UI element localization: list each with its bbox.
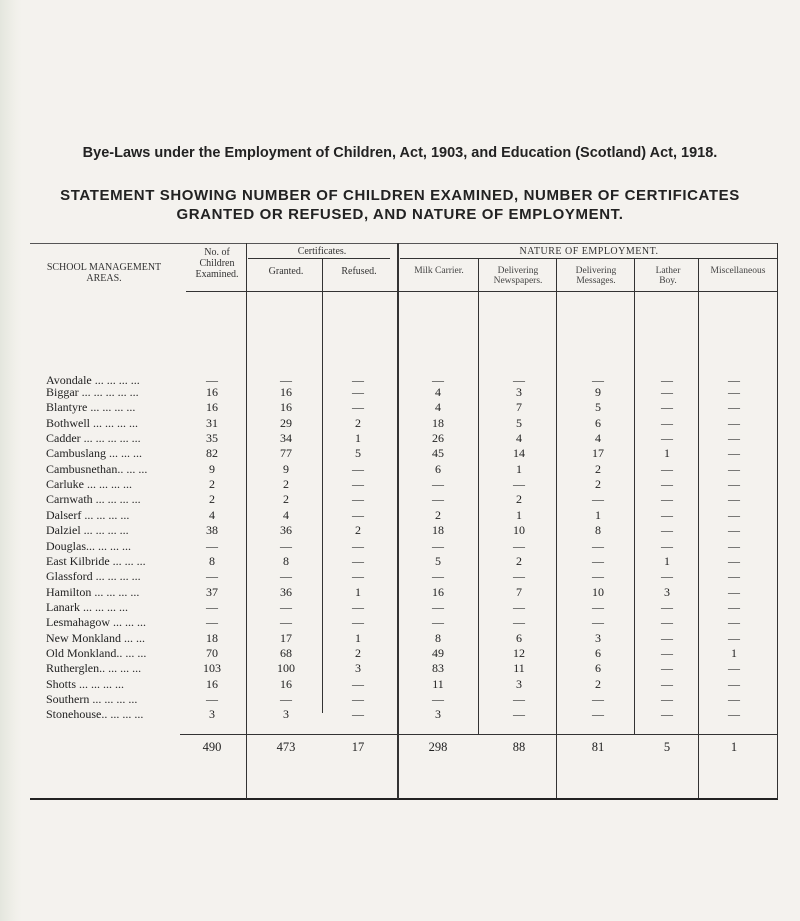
refused-cell: 1: [355, 431, 361, 446]
examined-cell: 37: [206, 584, 218, 599]
total-granted: 473: [276, 740, 296, 754]
area-name: Blantyre ... ... ... ...: [46, 400, 136, 415]
milk-carrier-cell: —: [432, 373, 444, 387]
total-misc: 1: [730, 740, 738, 754]
table-row: [0, 477, 800, 491]
examined-cell: 3: [209, 707, 215, 722]
table-row: [0, 400, 800, 414]
refused-cell: —: [352, 477, 364, 492]
granted-cell: 4: [283, 507, 289, 522]
examined-cell: 18: [206, 630, 218, 645]
miscellaneous-cell: —: [728, 446, 740, 461]
refused-cell: 5: [355, 446, 361, 461]
header-granted: Granted.: [268, 266, 304, 277]
lather-boy-cell: —: [661, 415, 673, 430]
messages-cell: —: [592, 692, 604, 706]
area-name: Lesmahagow ... ... ...: [46, 615, 146, 630]
refused-cell: 2: [355, 523, 361, 538]
messages-cell: 6: [595, 645, 601, 660]
examined-cell: 16: [206, 676, 218, 691]
granted-cell: 36: [280, 584, 292, 599]
refused-cell: —: [352, 692, 364, 706]
statement-title-line2: GRANTED OR REFUSED, AND NATURE OF EMPLOYMENT.: [176, 206, 624, 223]
examined-cell: —: [206, 373, 218, 387]
messages-cell: 17: [592, 446, 604, 461]
table-row: [0, 492, 800, 506]
milk-carrier-cell: —: [432, 477, 444, 492]
area-name: Rutherglen.. ... ... ...: [46, 661, 142, 676]
newspapers-cell: 7: [516, 400, 522, 415]
miscellaneous-cell: —: [728, 461, 740, 476]
messages-cell: —: [592, 553, 604, 568]
total-examined: 490: [202, 740, 222, 754]
refused-cell: 2: [355, 415, 361, 430]
messages-cell: 1: [595, 507, 601, 522]
messages-cell: —: [592, 615, 604, 630]
table-row: [0, 707, 800, 721]
lather-boy-cell: —: [661, 661, 673, 676]
newspapers-cell: 14: [513, 446, 525, 461]
granted-cell: 100: [277, 661, 295, 676]
lather-boy-cell: 3: [664, 584, 670, 599]
messages-cell: 2: [595, 676, 601, 691]
granted-cell: —: [280, 373, 292, 387]
totals-row: [0, 740, 800, 754]
milk-carrier-cell: 4: [435, 400, 441, 415]
table-top-rule: [30, 243, 778, 244]
lather-boy-cell: —: [661, 569, 673, 584]
miscellaneous-cell: —: [728, 676, 740, 691]
miscellaneous-cell: —: [728, 385, 740, 399]
refused-cell: 3: [355, 661, 361, 676]
granted-cell: 16: [280, 400, 292, 415]
area-name: Douglas... ... ... ...: [46, 538, 131, 553]
miscellaneous-cell: —: [728, 661, 740, 676]
newspapers-cell: —: [513, 569, 525, 584]
examined-cell: 16: [206, 385, 218, 399]
granted-cell: 8: [283, 553, 289, 568]
area-name: Glassford ... ... ... ...: [46, 569, 141, 584]
refused-cell: 1: [355, 584, 361, 599]
refused-cell: —: [352, 553, 364, 568]
lather-boy-cell: —: [661, 523, 673, 538]
newspapers-cell: 3: [516, 385, 522, 399]
lather-boy-cell: —: [661, 676, 673, 691]
table-row: [0, 416, 800, 430]
newspapers-cell: 1: [516, 507, 522, 522]
examined-cell: 82: [206, 446, 218, 461]
examined-cell: —: [206, 538, 218, 553]
milk-carrier-cell: 26: [432, 431, 444, 446]
newspapers-cell: 10: [513, 523, 525, 538]
header-misc: Miscellaneous: [710, 266, 766, 276]
messages-cell: —: [592, 707, 604, 722]
refused-cell: —: [352, 385, 364, 399]
newspapers-cell: 2: [516, 492, 522, 507]
area-name: Biggar ... ... ... ... ...: [46, 385, 139, 399]
miscellaneous-cell: —: [728, 523, 740, 538]
granted-cell: 9: [283, 461, 289, 476]
header-milk: Milk Carrier.: [414, 266, 464, 276]
newspapers-cell: —: [513, 477, 525, 492]
table-row: [0, 431, 800, 445]
refused-cell: —: [352, 492, 364, 507]
examined-cell: 4: [209, 507, 215, 522]
header-newspapers: Delivering Newspapers.: [493, 266, 543, 286]
messages-cell: 6: [595, 661, 601, 676]
miscellaneous-cell: —: [728, 373, 740, 387]
table-row: [0, 600, 800, 614]
milk-carrier-cell: 83: [432, 661, 444, 676]
lather-boy-cell: —: [661, 477, 673, 492]
area-name: Dalserf ... ... ... ...: [46, 507, 130, 522]
examined-cell: 2: [209, 477, 215, 492]
miscellaneous-cell: 1: [731, 645, 737, 660]
miscellaneous-cell: —: [728, 599, 740, 614]
area-name: Stonehouse.. ... ... ...: [46, 707, 144, 722]
table-row: [0, 554, 800, 568]
refused-cell: —: [352, 373, 364, 387]
milk-carrier-cell: 18: [432, 523, 444, 538]
table-row: [0, 539, 800, 553]
granted-cell: 77: [280, 446, 292, 461]
refused-cell: —: [352, 676, 364, 691]
lather-boy-cell: —: [661, 615, 673, 630]
messages-cell: 6: [595, 415, 601, 430]
refused-cell: 2: [355, 645, 361, 660]
table-row: [0, 615, 800, 629]
area-name: Carnwath ... ... ... ...: [46, 492, 141, 507]
area-name: Bothwell ... ... ... ...: [46, 415, 138, 430]
table-row: [0, 523, 800, 537]
miscellaneous-cell: —: [728, 584, 740, 599]
newspapers-cell: —: [513, 615, 525, 630]
milk-carrier-cell: —: [432, 692, 444, 706]
messages-cell: 10: [592, 584, 604, 599]
total-milk: 298: [428, 740, 448, 754]
messages-cell: 8: [595, 523, 601, 538]
milk-carrier-cell: 8: [435, 630, 441, 645]
milk-carrier-cell: 2: [435, 507, 441, 522]
area-name: Lanark ... ... ... ...: [46, 599, 128, 614]
header-areas: SCHOOL MANAGEMENT AREAS.: [46, 262, 162, 284]
milk-carrier-cell: —: [432, 538, 444, 553]
newspapers-cell: —: [513, 599, 525, 614]
miscellaneous-cell: —: [728, 569, 740, 584]
newspapers-cell: —: [513, 538, 525, 553]
table-row: [0, 631, 800, 645]
granted-cell: 2: [283, 477, 289, 492]
newspapers-cell: 6: [516, 630, 522, 645]
table-row: [0, 385, 800, 399]
examined-cell: —: [206, 692, 218, 706]
granted-cell: —: [280, 599, 292, 614]
granted-cell: 68: [280, 645, 292, 660]
header-refused: Refused.: [341, 266, 377, 277]
messages-cell: —: [592, 569, 604, 584]
granted-cell: —: [280, 692, 292, 706]
newspapers-cell: 3: [516, 676, 522, 691]
milk-carrier-cell: 49: [432, 645, 444, 660]
newspapers-cell: 12: [513, 645, 525, 660]
messages-cell: 4: [595, 431, 601, 446]
examined-cell: —: [206, 569, 218, 584]
messages-cell: 2: [595, 461, 601, 476]
refused-cell: —: [352, 507, 364, 522]
messages-cell: 5: [595, 400, 601, 415]
area-name: Cambuslang ... ... ...: [46, 446, 142, 461]
milk-carrier-cell: 16: [432, 584, 444, 599]
total-lather: 5: [663, 740, 671, 754]
header-certificates: Certificates.: [297, 246, 347, 257]
miscellaneous-cell: —: [728, 630, 740, 645]
refused-cell: —: [352, 615, 364, 630]
table-row: [0, 646, 800, 660]
total-refused: 17: [351, 740, 365, 754]
newspapers-cell: 1: [516, 461, 522, 476]
area-name: Hamilton ... ... ... ...: [46, 584, 140, 599]
examined-cell: —: [206, 615, 218, 630]
newspapers-cell: —: [513, 707, 525, 722]
table-row: [0, 508, 800, 522]
milk-carrier-cell: 18: [432, 415, 444, 430]
newspapers-cell: —: [513, 692, 525, 706]
miscellaneous-cell: —: [728, 707, 740, 722]
granted-cell: —: [280, 538, 292, 553]
miscellaneous-cell: —: [728, 692, 740, 706]
header-lather: Lather Boy.: [655, 266, 681, 286]
newspapers-cell: —: [513, 373, 525, 387]
lather-boy-cell: 1: [664, 553, 670, 568]
miscellaneous-cell: —: [728, 492, 740, 507]
refused-cell: 1: [355, 630, 361, 645]
granted-cell: 3: [283, 707, 289, 722]
granted-cell: 16: [280, 676, 292, 691]
area-name: Cadder ... ... ... ... ...: [46, 431, 141, 446]
lather-boy-cell: —: [661, 692, 673, 706]
refused-cell: —: [352, 400, 364, 415]
lather-boy-cell: —: [661, 373, 673, 387]
refused-cell: —: [352, 461, 364, 476]
miscellaneous-cell: —: [728, 507, 740, 522]
granted-cell: 17: [280, 630, 292, 645]
milk-carrier-cell: 3: [435, 707, 441, 722]
area-name: New Monkland ... ...: [46, 630, 145, 645]
certificates-subheader-rule: [248, 258, 390, 259]
examined-cell: 70: [206, 645, 218, 660]
milk-carrier-cell: 11: [432, 676, 444, 691]
miscellaneous-cell: —: [728, 538, 740, 553]
header-examined: No. of Children Examined.: [195, 247, 239, 280]
milk-carrier-cell: 6: [435, 461, 441, 476]
lather-boy-cell: —: [661, 630, 673, 645]
lather-boy-cell: 1: [664, 446, 670, 461]
refused-cell: —: [352, 569, 364, 584]
messages-cell: 9: [595, 385, 601, 399]
lather-boy-cell: —: [661, 461, 673, 476]
newspapers-cell: 2: [516, 553, 522, 568]
table-row: [0, 585, 800, 599]
granted-cell: 29: [280, 415, 292, 430]
examined-cell: 9: [209, 461, 215, 476]
miscellaneous-cell: —: [728, 477, 740, 492]
examined-cell: 31: [206, 415, 218, 430]
messages-cell: —: [592, 373, 604, 387]
granted-cell: 16: [280, 385, 292, 399]
area-name: Southern ... ... ... ...: [46, 692, 138, 706]
header-messages: Delivering Messages.: [575, 266, 617, 286]
miscellaneous-cell: —: [728, 400, 740, 415]
area-name: East Kilbride ... ... ...: [46, 553, 146, 568]
table-row: [0, 661, 800, 675]
statement-title-line1: STATEMENT SHOWING NUMBER OF CHILDREN EXAMINED, NUMBER OF CERTIFICATES: [60, 187, 740, 204]
lather-boy-cell: —: [661, 538, 673, 553]
examined-cell: 8: [209, 553, 215, 568]
refused-cell: —: [352, 707, 364, 722]
table-bottom-rule: [30, 798, 778, 800]
newspapers-cell: 4: [516, 431, 522, 446]
milk-carrier-cell: —: [432, 615, 444, 630]
header-nature: NATURE OF EMPLOYMENT.: [519, 246, 659, 257]
area-name: Cambusnethan.. ... ...: [46, 461, 148, 476]
refused-cell: —: [352, 538, 364, 553]
messages-cell: —: [592, 538, 604, 553]
area-name: Carluke ... ... ... ...: [46, 477, 132, 492]
lather-boy-cell: —: [661, 599, 673, 614]
messages-cell: —: [592, 492, 604, 507]
miscellaneous-cell: —: [728, 615, 740, 630]
examined-cell: —: [206, 599, 218, 614]
granted-cell: —: [280, 615, 292, 630]
lather-boy-cell: —: [661, 400, 673, 415]
examined-cell: 2: [209, 492, 215, 507]
messages-cell: 3: [595, 630, 601, 645]
lather-boy-cell: —: [661, 707, 673, 722]
milk-carrier-cell: 4: [435, 385, 441, 399]
act-title: Bye-Laws under the Employment of Children, Act, 1903, and Education (Scotland) Act, 1918.: [82, 145, 718, 161]
lather-boy-cell: —: [661, 492, 673, 507]
milk-carrier-cell: —: [432, 492, 444, 507]
total-newspapers: 88: [512, 740, 526, 754]
table-row: [0, 677, 800, 691]
total-messages: 81: [591, 740, 605, 754]
lather-boy-cell: —: [661, 431, 673, 446]
newspapers-cell: 11: [513, 661, 525, 676]
lather-boy-cell: —: [661, 507, 673, 522]
area-name: Avondale ... ... ... ...: [46, 373, 140, 387]
area-name: Old Monkland.. ... ...: [46, 645, 147, 660]
totals-rule: [180, 734, 778, 735]
miscellaneous-cell: —: [728, 415, 740, 430]
lather-boy-cell: —: [661, 645, 673, 660]
milk-carrier-cell: 5: [435, 553, 441, 568]
granted-cell: 36: [280, 523, 292, 538]
granted-cell: 2: [283, 492, 289, 507]
milk-carrier-cell: —: [432, 599, 444, 614]
granted-cell: 34: [280, 431, 292, 446]
milk-carrier-cell: 45: [432, 446, 444, 461]
miscellaneous-cell: —: [728, 431, 740, 446]
examined-cell: 35: [206, 431, 218, 446]
area-name: Shotts ... ... ... ...: [46, 676, 125, 691]
examined-cell: 16: [206, 400, 218, 415]
area-name: Dalziel ... ... ... ...: [46, 523, 129, 538]
table-row: [0, 446, 800, 460]
table-row: [0, 569, 800, 583]
header-bottom-rule: [186, 291, 778, 292]
newspapers-cell: 7: [516, 584, 522, 599]
messages-cell: —: [592, 599, 604, 614]
refused-cell: —: [352, 599, 364, 614]
miscellaneous-cell: —: [728, 553, 740, 568]
newspapers-cell: 5: [516, 415, 522, 430]
milk-carrier-cell: —: [432, 569, 444, 584]
examined-cell: 103: [203, 661, 221, 676]
nature-subheader-rule: [400, 258, 778, 259]
granted-cell: —: [280, 569, 292, 584]
messages-cell: 2: [595, 477, 601, 492]
lather-boy-cell: —: [661, 385, 673, 399]
table-row: [0, 692, 800, 706]
examined-cell: 38: [206, 523, 218, 538]
table-row: [0, 462, 800, 476]
